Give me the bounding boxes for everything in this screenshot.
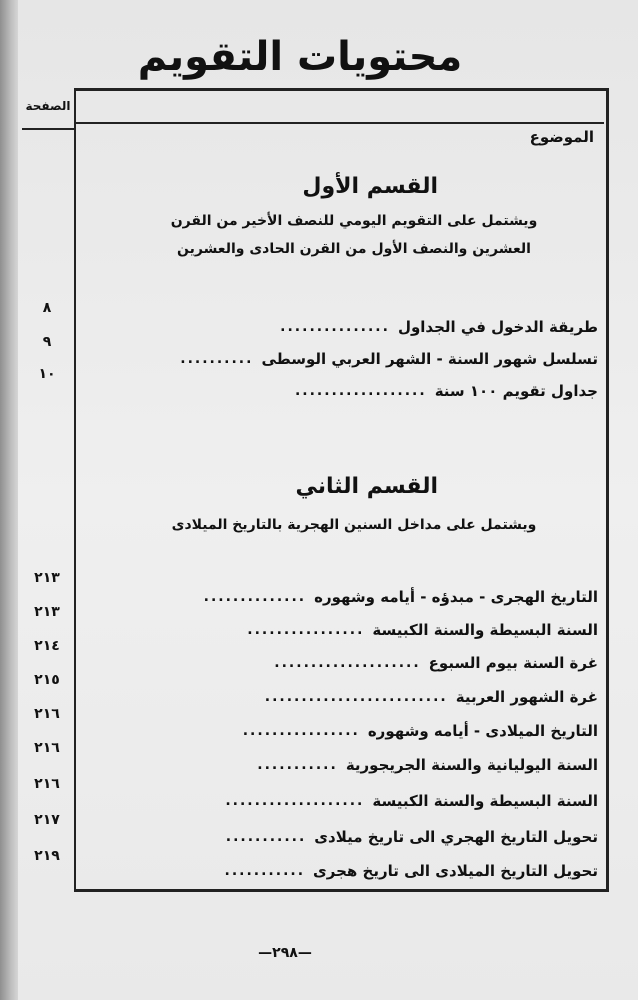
toc-page-number: ٢١٤: [34, 638, 60, 654]
toc-entry: [118, 786, 598, 816]
toc-page-number: ٢١٧: [34, 812, 60, 828]
toc-entry-text: تسلسل شهور السنة - الشهر العربي الوسطى: [261, 350, 598, 368]
toc-page-number: ٢١٦: [34, 706, 60, 722]
toc-entry: [118, 376, 598, 406]
toc-leader-dots: ...................: [225, 793, 365, 809]
section-1-title: القسم الأول: [302, 174, 438, 199]
toc-leader-dots: ..........: [180, 351, 254, 367]
toc-entry: [118, 312, 598, 342]
toc-entry-text: غرة السنة بيوم السبوع: [428, 654, 598, 672]
toc-page-number: ٢١٦: [34, 776, 60, 792]
toc-entry: [118, 648, 598, 678]
toc-leader-dots: ................: [242, 723, 360, 739]
toc-entry: [118, 750, 598, 780]
toc-entry-text: السنة اليوليانية والسنة الجريجورية: [345, 756, 598, 774]
toc-entry: [118, 856, 598, 886]
toc-leader-dots: .........................: [264, 689, 448, 705]
page-title: محتويات التقويم: [137, 34, 463, 80]
toc-leader-dots: ..................: [294, 383, 427, 399]
toc-page-number: ٢١٥: [34, 672, 60, 688]
page-column-header: الصفحة: [22, 92, 74, 130]
toc-entry: [118, 615, 598, 645]
toc-entry-text: التاريخ الميلادى - أيامه وشهوره: [367, 722, 598, 740]
page-number-footer: —٢٩٨—: [258, 945, 312, 961]
toc-leader-dots: ................: [247, 622, 365, 638]
page-spine-shadow: [0, 0, 18, 1000]
toc-entry: [118, 716, 598, 746]
toc-entry-text: طريقة الدخول في الجداول: [397, 318, 598, 336]
toc-entry-text: جداول تقويم ١٠٠ سنة: [434, 382, 598, 400]
toc-entry-text: تحويل التاريخ الميلادى الى تاريخ هجرى: [313, 862, 598, 880]
toc-leader-dots: ....................: [274, 655, 421, 671]
toc-page-number: ٢١٩: [34, 848, 60, 864]
toc-page-number: ٨: [42, 300, 52, 316]
toc-entry-text: السنة البسيطة والسنة الكبيسة: [372, 792, 598, 810]
subject-column-header: الموضوع: [529, 128, 594, 146]
toc-page-number: ١٠: [38, 366, 56, 382]
toc-leader-dots: ...........: [257, 757, 338, 773]
section-1-desc-line1: ويشتمل على التقويم اليومي للنصف الأخير من القرن: [170, 213, 538, 229]
section-1-desc-line2: العشرين والنصف الأول من القرن الحادى والعشرين: [177, 241, 531, 257]
toc-page-number: ٢١٣: [34, 604, 60, 620]
toc-entry: [118, 682, 598, 712]
toc-leader-dots: ..............: [203, 589, 307, 605]
toc-leader-dots: ...........: [224, 863, 306, 879]
toc-leader-dots: ...........: [225, 829, 307, 845]
toc-page-number: ٢١٦: [34, 740, 60, 756]
toc-entry-text: غرة الشهور العربية: [455, 688, 598, 706]
section-2-title: القسم الثاني: [295, 474, 438, 499]
toc-page-number: ٩: [42, 334, 52, 350]
section-2-desc: ويشتمل على مداخل السنين الهجرية بالتاريخ الميلادى: [171, 517, 537, 533]
toc-entry-text: التاريخ الهجرى - مبدؤه - أيامه وشهوره: [314, 588, 598, 606]
toc-leader-dots: ...............: [280, 319, 390, 335]
toc-entry: [118, 582, 598, 612]
toc-entry-text: السنة البسيطة والسنة الكبيسة: [372, 621, 598, 639]
toc-entry: [118, 822, 598, 852]
toc-page-number: ٢١٣: [34, 570, 60, 586]
toc-entry: [118, 344, 598, 374]
table-header-rule: [74, 122, 604, 124]
toc-entry-text: تحويل التاريخ الهجري الى تاريخ ميلادى: [314, 828, 598, 846]
